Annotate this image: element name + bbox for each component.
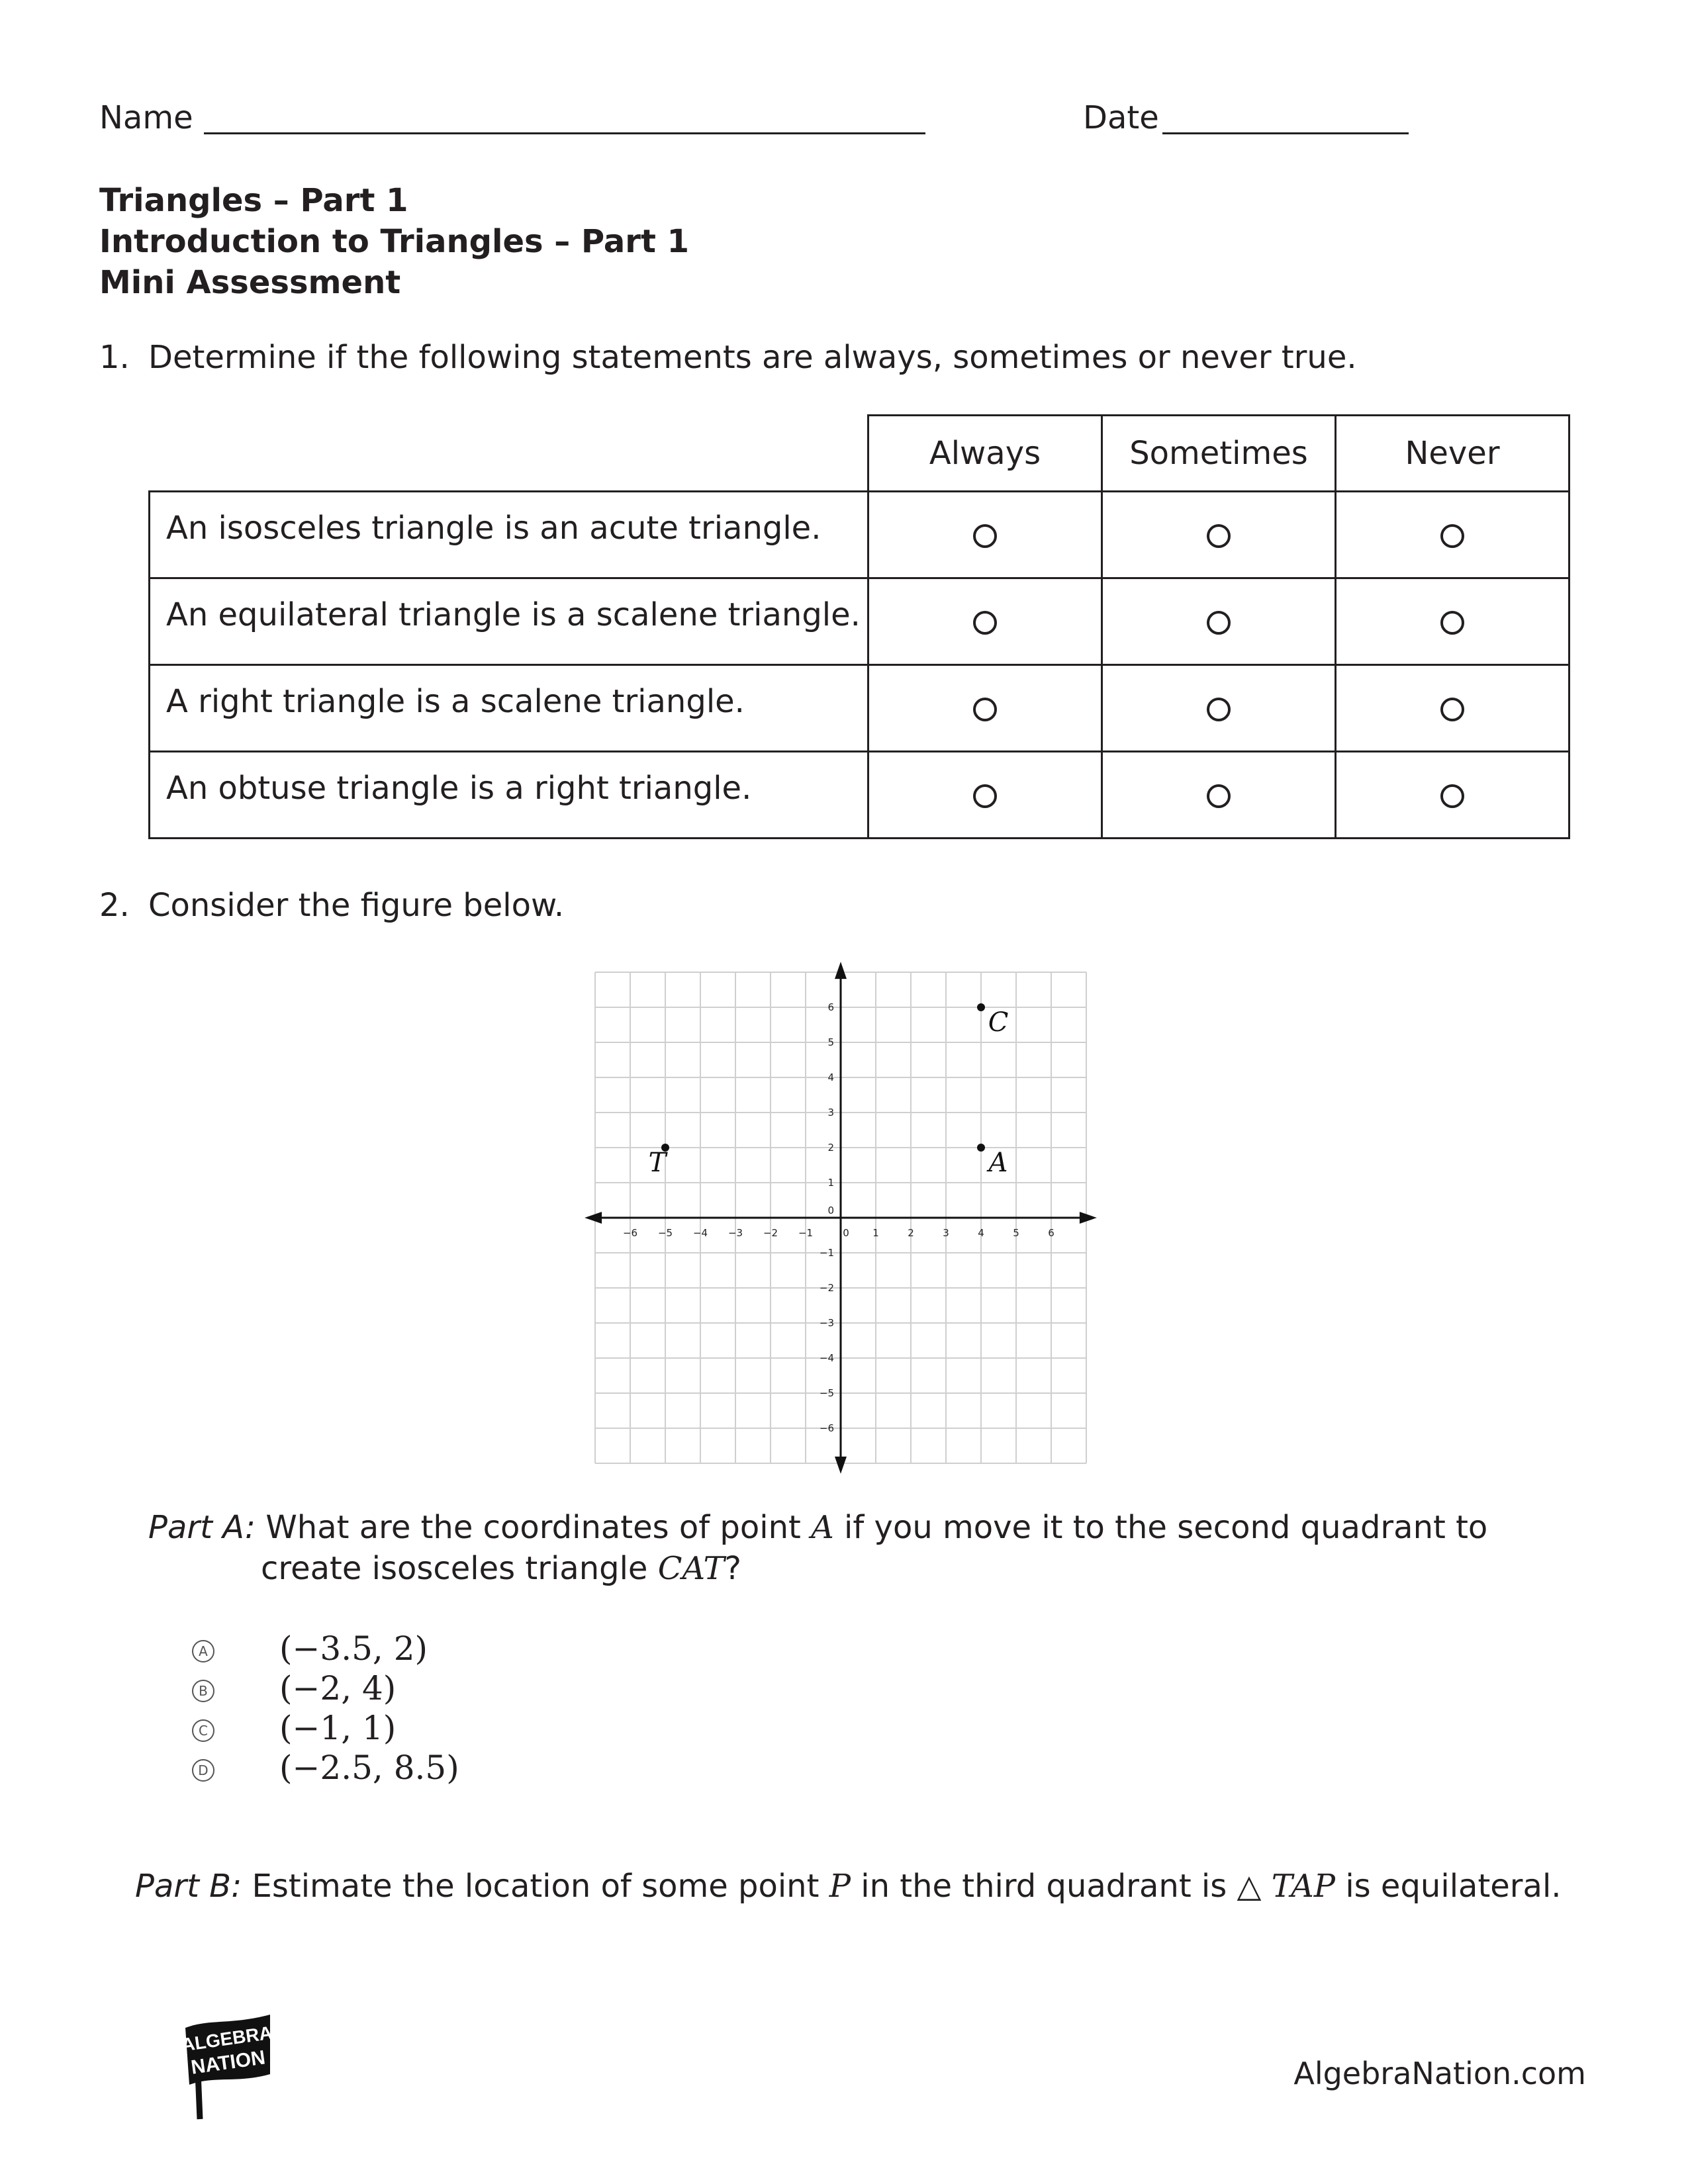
radio-always[interactable] [973, 611, 997, 635]
part-a-text: create isosceles triangle [261, 1550, 648, 1587]
q1-number: 1. [99, 339, 130, 376]
coordinate-graph [583, 960, 1099, 1476]
name-field[interactable] [204, 132, 925, 134]
choice-letter-icon: C [192, 1719, 214, 1742]
choice-value: (−3.5, 2) [279, 1629, 428, 1668]
y-axis-arrow-up [835, 962, 847, 979]
var-a: A [811, 1509, 834, 1546]
choice-c[interactable] [192, 1709, 396, 1747]
y-tick-label: 4 [827, 1071, 834, 1083]
part-b-text: in the third quadrant is [861, 1868, 1227, 1905]
point-a [977, 1144, 985, 1152]
x-axis-arrow-right [1080, 1212, 1097, 1224]
x-tick-label: 0 [843, 1227, 849, 1239]
x-axis-arrow-left [585, 1212, 602, 1224]
point-label-c: C [988, 1007, 1009, 1038]
point-label-a: A [988, 1148, 1008, 1178]
x-tick-label: −1 [798, 1227, 814, 1239]
y-tick-label: −4 [819, 1352, 834, 1364]
x-tick-label: −3 [727, 1227, 743, 1239]
choice-letter-icon: D [192, 1759, 214, 1782]
choice-letter-icon: B [192, 1680, 214, 1702]
x-tick-label: 2 [908, 1227, 914, 1239]
x-tick-label: −4 [692, 1227, 708, 1239]
x-tick-label: 1 [872, 1227, 879, 1239]
x-tick-label: −6 [622, 1227, 638, 1239]
part-a-qmark: ? [724, 1550, 741, 1587]
var-p: P [829, 1868, 851, 1905]
part-a-line-1 [148, 1509, 1487, 1546]
x-tick-label: −5 [657, 1227, 673, 1239]
date-label: Date [1083, 99, 1159, 136]
y-tick-label: 2 [827, 1142, 834, 1154]
table-header-row [150, 416, 1570, 492]
x-tick-label: 3 [943, 1227, 949, 1239]
statement-text: An equilateral triangle is a scalene triangle. [150, 578, 868, 665]
algebra-nation-logo [177, 2005, 283, 2124]
column-header-sometimes: Sometimes [1102, 416, 1336, 492]
part-a-line-2 [261, 1550, 741, 1587]
radio-sometimes[interactable] [1207, 698, 1231, 721]
logo-text: ALGEBRA [179, 2022, 274, 2056]
y-tick-label: −2 [819, 1282, 834, 1294]
var-tap: △ TAP [1237, 1868, 1336, 1905]
table-row [150, 578, 1570, 665]
choice-letter-icon: A [192, 1640, 214, 1662]
date-field[interactable] [1162, 132, 1409, 134]
axes [585, 962, 1097, 1474]
y-tick-label: −1 [819, 1247, 834, 1259]
q2-number: 2. [99, 887, 130, 924]
table-row [150, 492, 1570, 578]
x-tick-label: 6 [1048, 1227, 1055, 1239]
radio-always[interactable] [973, 524, 997, 548]
footer-site: AlgebraNation.com [1293, 2056, 1586, 2091]
radio-never[interactable] [1440, 524, 1464, 548]
choice-b[interactable] [192, 1669, 396, 1707]
title-line: Introduction to Triangles – Part 1 [99, 223, 690, 260]
title-block [99, 180, 689, 303]
part-b-label: Part B: [135, 1868, 242, 1905]
y-tick-label: −3 [819, 1317, 834, 1329]
y-tick-label: 1 [827, 1177, 834, 1189]
statement-text: An isosceles triangle is an acute triangle. [150, 492, 868, 578]
y-tick-label: −6 [819, 1422, 834, 1434]
x-tick-label: −2 [763, 1227, 778, 1239]
y-tick-label: 6 [827, 1001, 834, 1013]
var-cat: CAT [657, 1550, 725, 1587]
title-line: Mini Assessment [99, 264, 401, 301]
statement-text: An obtuse triangle is a right triangle. [150, 752, 868, 839]
q1-prompt: Determine if the following statements are always, sometimes or never true. [148, 339, 1357, 376]
part-a-label: Part A: [148, 1509, 256, 1546]
choice-value: (−2.5, 8.5) [279, 1749, 459, 1787]
column-header-never: Never [1336, 416, 1570, 492]
table-row [150, 752, 1570, 839]
y-tick-label: 0 [827, 1205, 834, 1216]
choice-a[interactable] [192, 1629, 428, 1668]
part-b-text: is equilateral. [1345, 1868, 1562, 1905]
statement-text: A right triangle is a scalene triangle. [150, 665, 868, 752]
part-b-line [135, 1868, 1562, 1905]
title-line: Triangles – Part 1 [99, 182, 408, 219]
x-tick-label: 5 [1013, 1227, 1019, 1239]
y-tick-label: 5 [827, 1036, 834, 1048]
radio-sometimes[interactable] [1207, 611, 1231, 635]
part-a-text: if you move it to the second quadrant to [844, 1509, 1488, 1546]
radio-always[interactable] [973, 698, 997, 721]
radio-sometimes[interactable] [1207, 784, 1231, 808]
point-label-t: T [648, 1148, 667, 1178]
y-axis-arrow-down [835, 1457, 847, 1474]
radio-never[interactable] [1440, 784, 1464, 808]
table-row [150, 665, 1570, 752]
part-a-text: What are the coordinates of point [265, 1509, 801, 1546]
logo-text: NATION [189, 2046, 267, 2079]
name-label: Name [99, 99, 193, 136]
column-header-always: Always [868, 416, 1102, 492]
radio-never[interactable] [1440, 611, 1464, 635]
radio-sometimes[interactable] [1207, 524, 1231, 548]
choice-value: (−2, 4) [279, 1669, 397, 1707]
part-b-text: Estimate the location of some point [252, 1868, 820, 1905]
choice-value: (−1, 1) [279, 1709, 397, 1747]
radio-always[interactable] [973, 784, 997, 808]
x-tick-label: 4 [978, 1227, 984, 1239]
y-tick-label: −5 [819, 1387, 834, 1399]
statements-table [148, 414, 1570, 839]
radio-never[interactable] [1440, 698, 1464, 721]
choice-d[interactable] [192, 1749, 459, 1787]
q2-prompt: Consider the figure below. [148, 887, 565, 924]
point-c [977, 1003, 985, 1011]
y-tick-label: 3 [827, 1107, 834, 1118]
table-corner [150, 416, 868, 492]
